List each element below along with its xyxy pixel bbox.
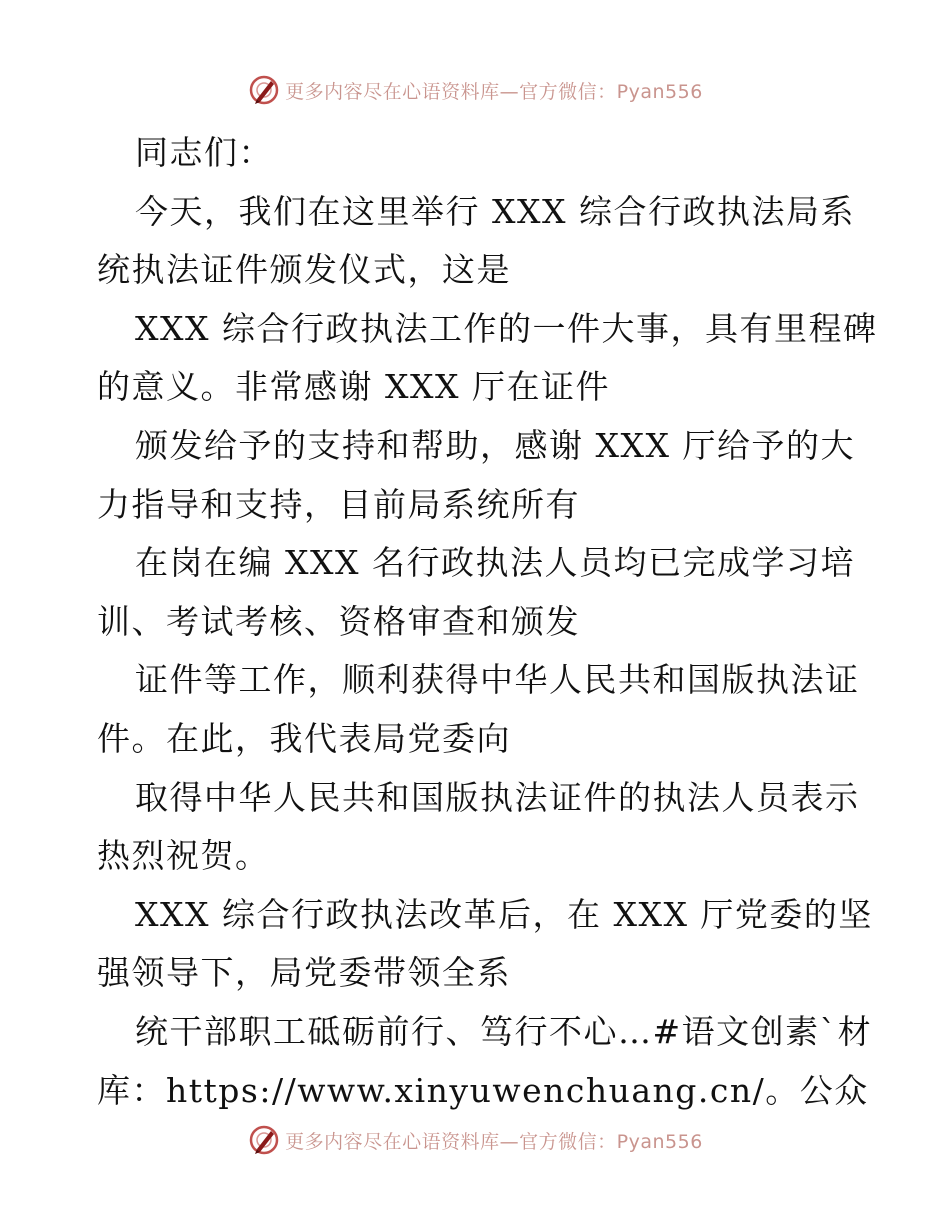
pen-circle-logo-icon [247, 73, 281, 107]
document-body [97, 124, 878, 1120]
text-line: 库：https://www.xinyuwenchuang.cn/。公众 [97, 1070, 869, 1110]
text-line: 今天，我们在这里举行 XXX 综合行政执法局系 [135, 191, 855, 231]
text-line: 在岗在编 XXX 名行政执法人员均已完成学习培 [135, 543, 855, 583]
text-line: 训、考试考核、资格审查和颁发 [97, 601, 580, 641]
text-line: 统干部职工砥砺前行、笃行不心…#语文创素`材 [135, 1011, 873, 1051]
text-line: XXX 综合行政执法改革后，在 XXX 厅党委的坚 [135, 894, 873, 934]
text-line: 力指导和支持，目前局系统所有 [97, 484, 580, 524]
text-line: 统执法证件颁发仪式，这是 [97, 250, 511, 290]
text-line: 颁发给予的支持和帮助，感谢 XXX 厅给予的大 [135, 425, 855, 465]
pen-circle-logo-icon [247, 1123, 281, 1157]
text-line: 同志们： [135, 133, 273, 172]
text-line: 件。在此，我代表局党委向 [97, 718, 511, 758]
watermark-banner-top [0, 70, 950, 110]
text-line: XXX 综合行政执法工作的一件大事，具有里程碑 [135, 308, 878, 348]
watermark-banner-bottom [0, 1120, 950, 1160]
watermark-text: 更多内容尽在心语资料库—官方微信：Pyan556 [285, 80, 703, 103]
text-line: 强领导下，局党委带领全系 [97, 953, 511, 993]
text-line: 热烈祝贺。 [97, 836, 270, 876]
text-line: 的意义。非常感谢 XXX 厅在证件 [97, 367, 610, 407]
text-line: 证件等工作，顺利获得中华人民共和国版执法证 [135, 660, 860, 700]
text-line: 取得中华人民共和国版执法证件的执法人员表示 [135, 777, 860, 817]
watermark-text: 更多内容尽在心语资料库—官方微信：Pyan556 [285, 1130, 703, 1153]
